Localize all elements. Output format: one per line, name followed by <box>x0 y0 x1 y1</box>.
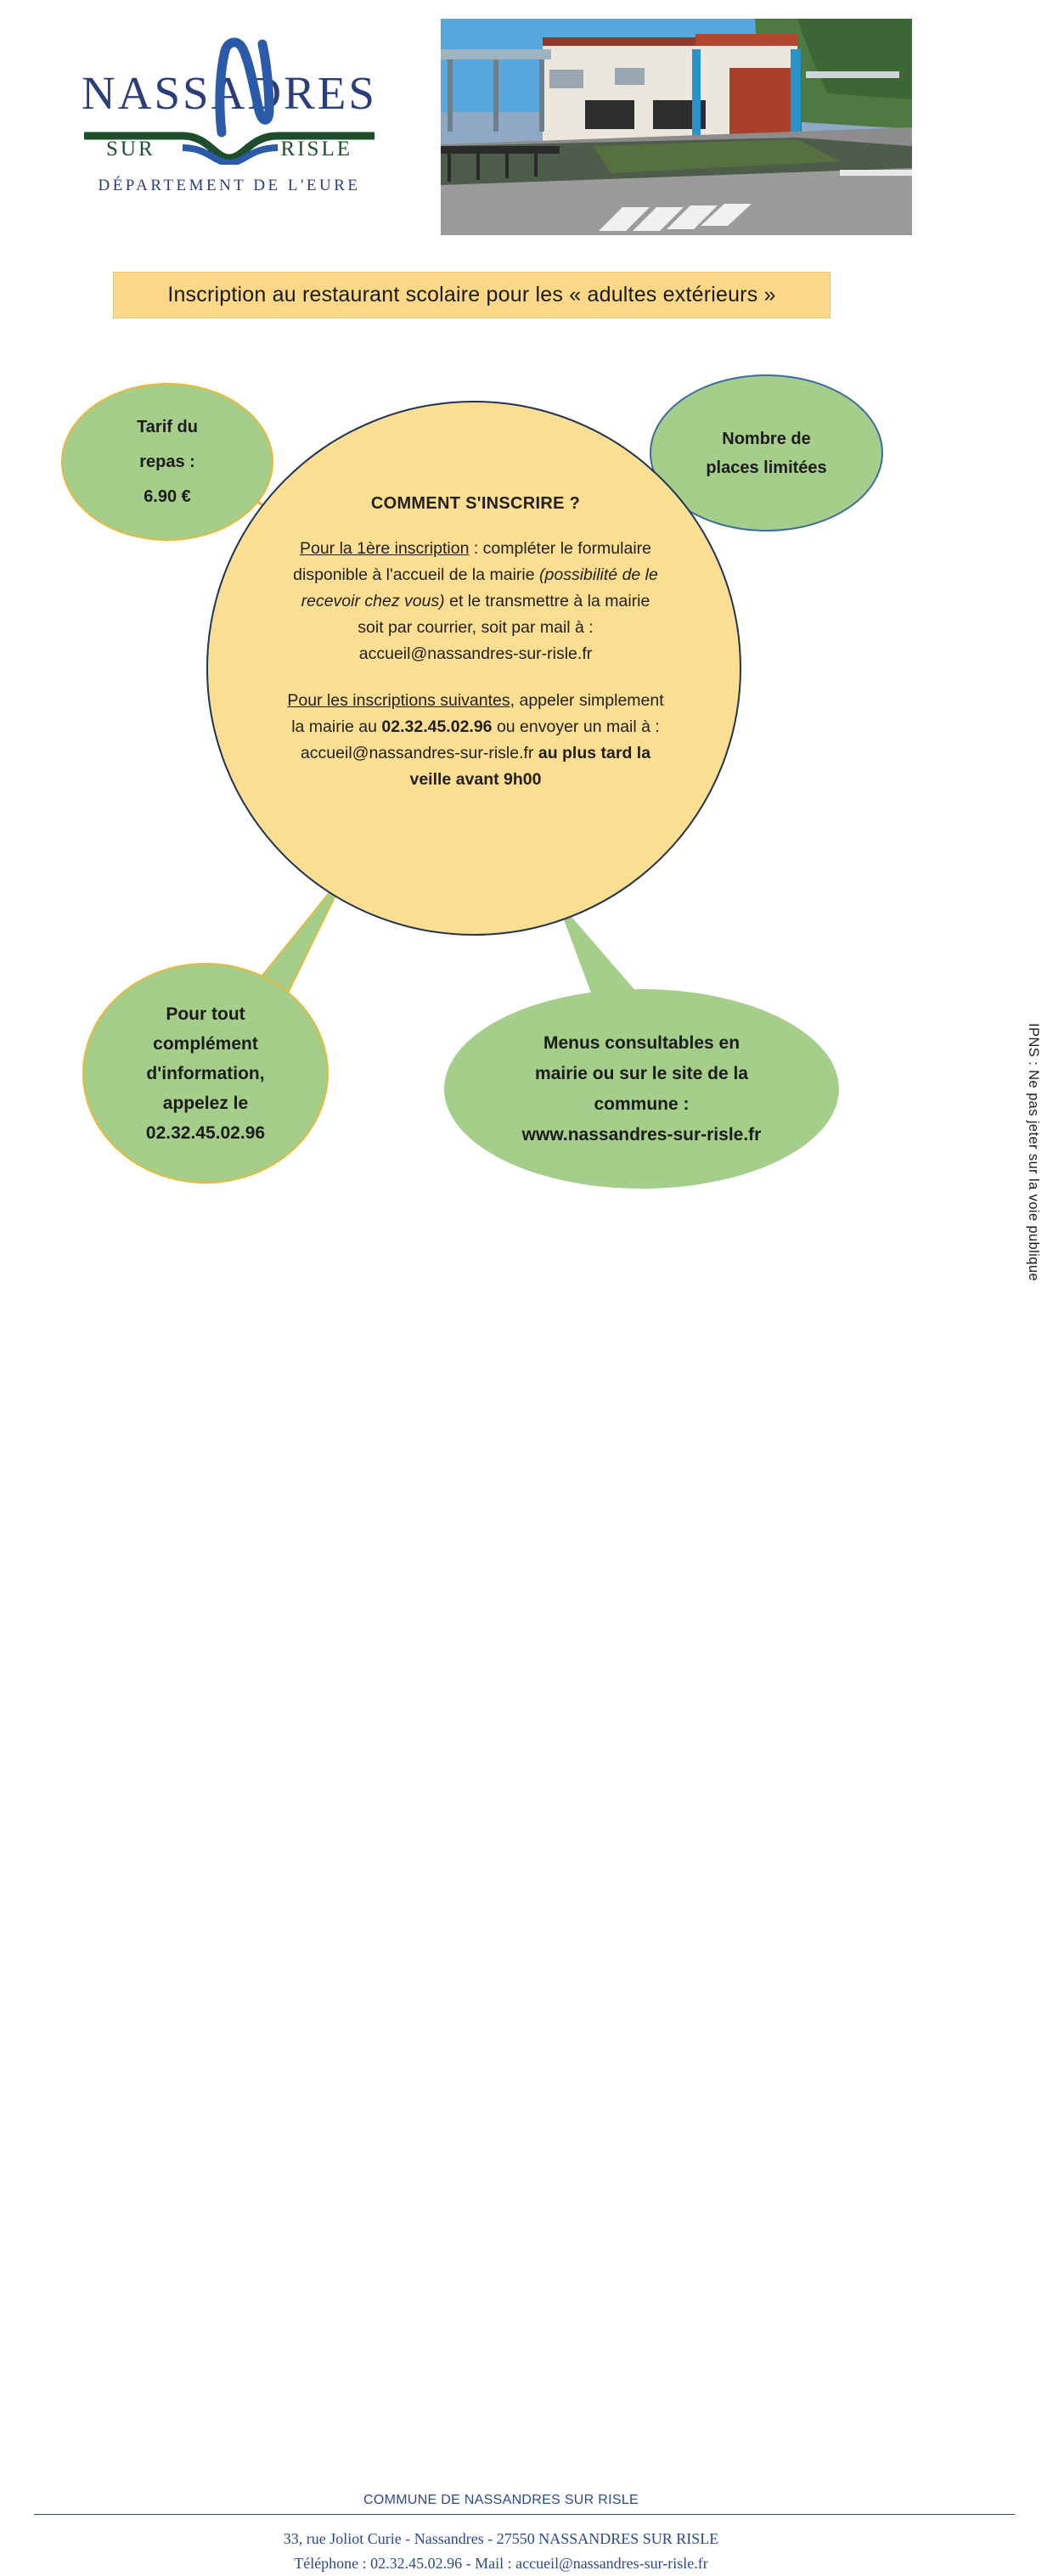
bubble-meal-price <box>61 383 273 541</box>
page-title: Inscription au restaurant scolaire pour les « adultes extérieurs » <box>167 283 776 307</box>
following-registrations-text-a: , appeler simplement la mairie au <box>291 691 664 736</box>
footer-address: 33, rue Joliot Curie - Nassandres - 27550 NASSANDRES SUR RISLE <box>283 2530 719 2547</box>
info-line-1: Pour tout <box>166 1004 245 1024</box>
footer-contact: Téléphone : 02.32.45.02.96 - Mail : accueil@nassandres-sur-risle.fr <box>294 2555 708 2572</box>
info-phone-number: 02.32.45.02.96 <box>145 1122 266 1143</box>
commune-logo <box>81 53 378 210</box>
menus-line-3: commune : <box>594 1094 690 1114</box>
first-registration-text-b: et le transmettre à la mairie soit par courrier, soit par mail à : accueil@nassandres-sur-risle.fr <box>358 592 650 663</box>
tarif-line-1: Tarif du <box>137 417 198 436</box>
logo-town-part2: DRES <box>247 67 377 119</box>
places-line-1: Nombre de <box>722 429 811 448</box>
tarif-line-2: repas : <box>139 452 195 471</box>
how-to-register-circle <box>206 401 741 936</box>
footer-commune-name: COMMUNE DE NASSANDRES SUR RISLE <box>363 2493 639 2507</box>
menus-website-url: www.nassandres-sur-risle.fr <box>521 1124 762 1145</box>
info-line-2: complément <box>153 1033 258 1054</box>
page-header <box>0 0 1053 255</box>
places-line-2: places limitées <box>706 458 827 477</box>
menus-line-1: Menus consultables en <box>543 1032 740 1053</box>
school-building-photo <box>441 19 912 235</box>
circle-heading: COMMENT S'INSCRIRE ? <box>370 494 581 513</box>
bubble-more-information <box>82 963 329 1184</box>
following-registrations-label: Pour les inscriptions suivantes <box>287 691 510 710</box>
mairie-phone-number: 02.32.45.02.96 <box>381 717 493 736</box>
logo-risle: RISLE <box>280 138 352 160</box>
bubble-menus <box>444 989 839 1189</box>
info-line-3: d'information, <box>146 1063 265 1083</box>
logo-town-part1: NASSA <box>82 67 248 119</box>
logo-town-name <box>81 53 378 133</box>
circle-paragraph-first-registration <box>286 536 665 667</box>
ipns-disclaimer: IPNS : Ne pas jeter sur la voie publique <box>1026 1023 1041 1281</box>
page-footer <box>0 1294 1053 2572</box>
footer-divider <box>34 2514 1015 2515</box>
first-registration-label: Pour la 1ère inscription <box>299 539 470 558</box>
first-registration-note: (possibilité de le recevoir chez vous) <box>301 565 658 610</box>
first-registration-text-a: : compléter le formulaire disponible à l'accueil de la mairie <box>293 539 651 584</box>
menus-line-2: mairie ou sur le site de la <box>535 1063 748 1083</box>
page-title-banner <box>113 272 831 318</box>
circle-paragraph-following-registrations <box>286 688 665 793</box>
registration-deadline: au plus tard la veille avant 9h00 <box>409 744 651 789</box>
following-registrations-text-b: ou envoyer un mail à : accueil@nassandres-sur-risle.fr <box>300 717 660 762</box>
logo-subtitle <box>81 138 378 161</box>
logo-sur: SUR <box>106 138 155 160</box>
logo-department: DÉPARTEMENT DE L'EURE <box>98 177 361 194</box>
info-line-4: appelez le <box>162 1093 249 1113</box>
tarif-price-value: 6.90 € <box>144 487 191 506</box>
